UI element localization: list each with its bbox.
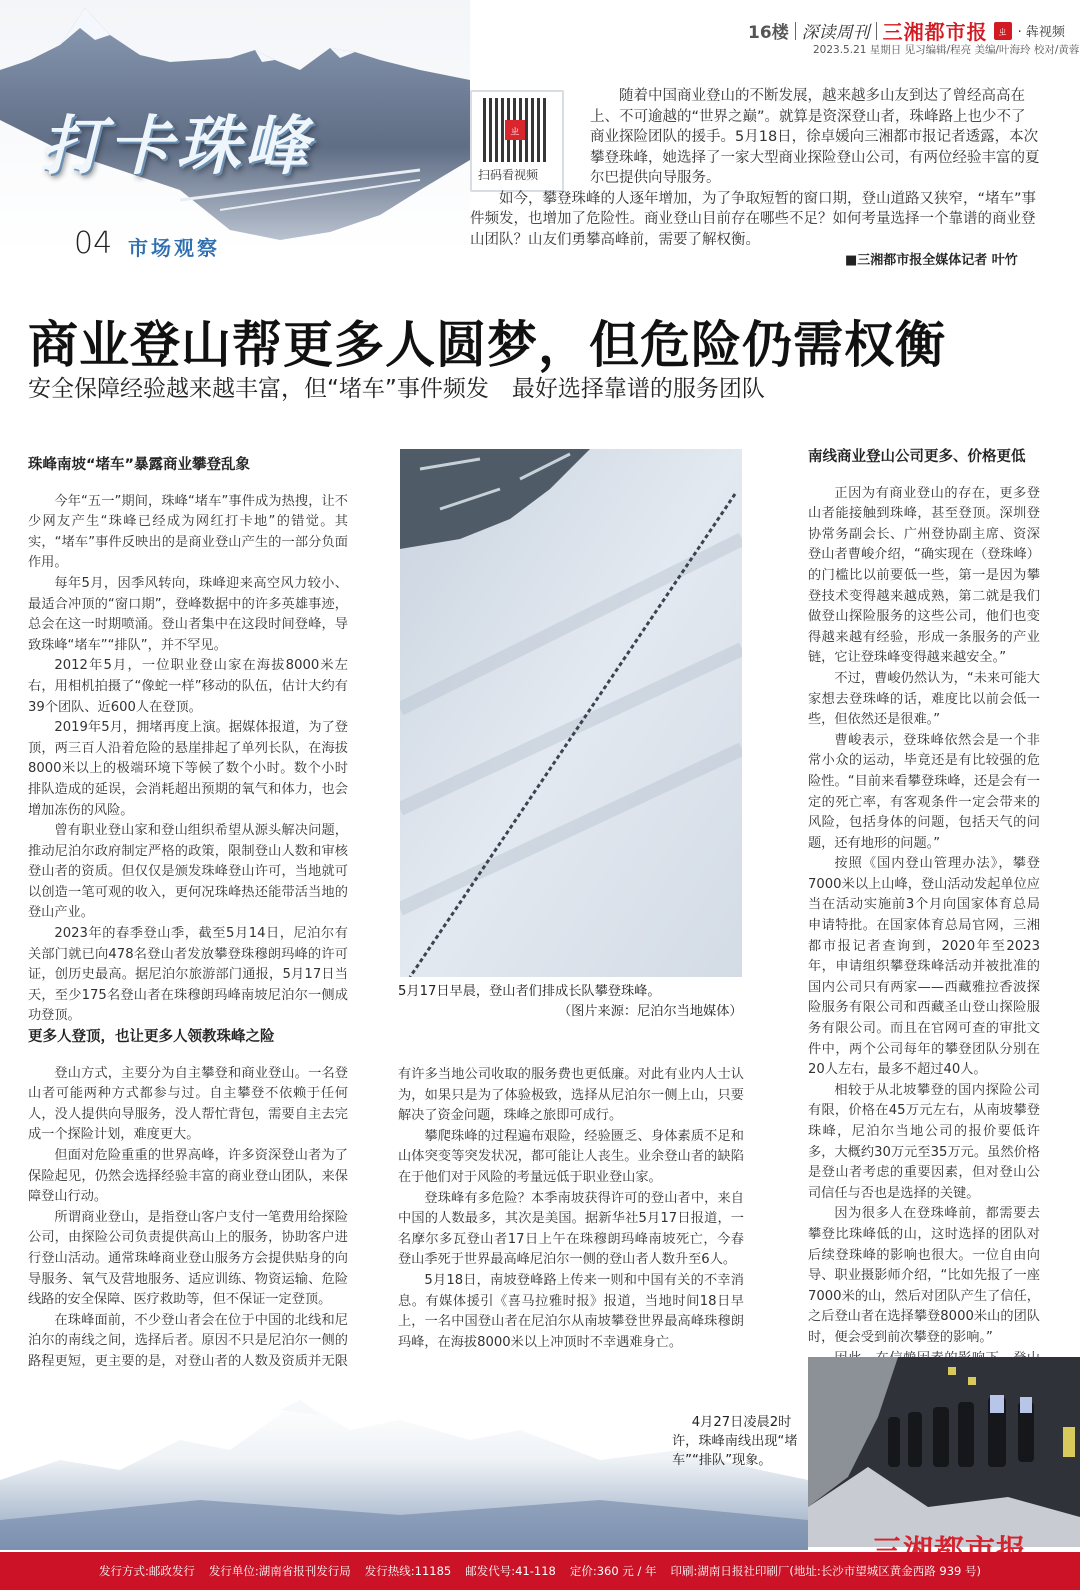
article-section-3 [808,447,1040,1390]
footer-item: 邮发代号:41-118 [465,1564,556,1578]
section-number: 04 [74,226,113,261]
paragraph: 2019年5月，拥堵再度上演。据媒体报道，为了登顶，两三百人沿着危险的悬崖排起了单列长队，在海拔8000米以上的极端环境下等候了数个小时。数个小时排队造成的延误，会消耗超出预期的氧气和体力，也会增加冻伤的风险。 [28,720,348,818]
paragraph: 曾有职业登山家和登山组织希望从源头解决问题，推动尼泊尔政府制定严格的政策，限制登山人数和审核登山者的资质。但仅仅是颁发珠峰登山许可，当地就可以创造一笔可观的收入，更何况珠峰热还能带活当地的登山产业。 [28,823,348,921]
paragraph: 2023年的春季登山季，截至5月14日，尼泊尔有关部门就已向478名登山者发放攀登珠穆朗玛峰的许可证，创历史最高。据尼泊尔旅游部门通报，5月17日当天，至少175名登山者在珠穆朗玛峰南坡尼泊尔一侧成功登顶。 [28,926,348,1024]
intro-paragraph: 随着中国商业登山的不断发展，越来越多山友到达了曾经高高在上、不可逾越的“世界之巅”。就算是资深登山者，珠峰路上也少不了商业探险团队的援手。5月18日，徐卓媛向三湘都市报记者透露，本次攀登珠峰，她选择了一家大型商业探险登山公司，有两位经验丰富的夏尔巴提供向导服务。 [590,88,1040,186]
video-app-label: · 犇视频 [1017,25,1065,40]
paragraph: 登山方式，主要分为自主攀登和商业登山。一名登山者可能两种方式都参与过。自主攀登不依赖于任何人，没人提供向导服务，没人帮忙背包，需要自主去完成一个探险计划，难度更大。 [28,1065,348,1143]
section-heading: 南线商业登山公司更多、价格更低 [808,449,1026,465]
issue-meta: 2023.5.21 星期日 见习编辑/程亮 美编/叶海玲 校对/黄蓉 [813,44,1080,56]
night-queue-photo [808,1357,1080,1547]
headline: 商业登山帮更多人圆梦，但危险仍需权衡 [28,316,946,374]
feature-title: 打卡珠峰 [40,110,312,184]
byline: ■三湘都市报全媒体记者 叶竹 [845,253,1018,268]
intro-paragraph: 如今，攀登珠峰的人逐年增加，为了争取短暂的窗口期，登山道路又狭窄，“堵车”事件频发，也增加了危险性。商业登山目前存在哪些不足？如何考量选择一个靠谱的商业登山团队？山友们勇攀高峰前，需要了解权衡。 [470,190,1037,248]
article-section-2-continued [398,1065,744,1353]
intro-lead [470,86,1040,250]
video-app-icon: ㄓ [994,22,1012,40]
section-heading: 珠峰南坡“堵车”暴露商业攀登乱象 [28,457,251,473]
paragraph: 正因为有商业登山的存在，更多登山者能接触到珠峰，甚至登顶。深圳登协常务副会长、广州登协副主席、资深登山者曹峻介绍，“确实现在（登珠峰）的门槛比以前要低一些，第一是因为攀登技术变得越来越成熟，第二就是我们做登山探险服务的这些公司，他们也变得越来越有经验，形成一条服务的产业链，它让登珠峰变得越来越安全。” [808,485,1040,666]
main-photo-caption: 5月17日早晨，登山者们排成长队攀登珠峰。 [398,984,661,999]
main-photo-source: （图片来源：尼泊尔当地媒体） [558,1004,743,1019]
paragraph: 不过，曹峻仍然认为，“未来可能大家想去登珠峰的话，难度比以前会低一些，但依然还是很难。” [808,670,1040,728]
section-heading: 更多人登顶，也让更多人领教珠峰之险 [28,1029,275,1045]
paragraph: 攀爬珠峰的过程遍布艰险，经验匮乏、身体素质不足和山体突变等突发状况，都可能让人丧生。业余登山者的缺陷在于他们对于风险的考量远低于职业登山家。 [398,1128,744,1185]
article-section-2 [28,1027,348,1393]
bottom-photo-caption: 4月27日凌晨2时许，珠峰南线出现“堵车”“排队”现象。 [672,1415,798,1468]
paragraph: 登珠峰有多危险？本季南坡获得许可的登山者中，来自中国的人数最多，其次是美国。据新华社5月17日报道，一名摩尔多瓦登山者17日上午在珠穆朗玛峰南坡死亡，今春登山季死于世界最高峰尼泊尔一侧的登山者人数升至6人。 [398,1190,744,1268]
paragraph: 相较于从北坡攀登的国内探险公司有限，价格在45万元左右，从南坡攀登珠峰，尼泊尔当地公司的报价要低许多，大概约30万元至35万元。虽然价格是登山者考虑的重要因素，但对登山公司信任与否也是选择的关键。 [808,1082,1040,1201]
footer-item: 发行单位:湖南省报刊发行局 [208,1564,351,1578]
paragraph: 今年“五一”期间，珠峰“堵车”事件成为热搜，让不少网友产生“珠峰已经成为网红打卡地”的错觉。其实，“堵车”事件反映出的是商业登山产生的一部分负面作用。 [28,493,348,571]
subheadline: 安全保障经验越来越丰富，但“堵车”事件频发 最好选择靠谱的服务团队 [28,376,765,402]
qr-logo-icon: ㄓ [505,120,525,140]
article-section-1 [28,455,348,1027]
footer-item: 印刷:湖南日报社印刷厂(地址:长沙市望城区黄金西路 939 号) [670,1564,981,1578]
paragraph: 曹峻表示，登珠峰依然会是一个非常小众的运动，毕竟还是有比较强的危险性。“目前来看攀登珠峰，还是会有一定的死亡率，有客观条件一定会带来的风险，包括身体的问题，包括天气的问题，还有地形的问题。” [808,732,1040,851]
footer-item: 定价:360 元 / 年 [569,1564,657,1578]
paragraph: 在珠峰面前，不少登山者会在位于中国的北线和尼泊尔的南线之间，选择后者。原因不只是尼泊尔一侧的路程更短，更主要的是，对登山者的人数及资质并无限 [28,1312,348,1369]
footer-item: 发行热线:11185 [364,1564,452,1578]
paragraph: 所谓商业登山，是指登山客户支付一笔费用给探险公司，由探险公司负责提供高山上的服务，协助客户进行登山活动。通常珠峰商业登山服务方会提供贴身的向导服务、氧气及营地服务、适应训练、物资运输、危险线路的安全保障、医疗救助等，但不保证一定登顶。 [28,1209,348,1308]
climbers-queue-photo [400,449,742,977]
page-header [748,16,1065,45]
section-name: 市场观察 [128,236,220,260]
header-divider [876,22,877,40]
footer-bar [0,1552,1080,1590]
paragraph: 5月18日，南坡登峰路上传来一则和中国有关的不幸消息。有媒体援引《喜马拉雅时报》报道，当地时间18日早上，一名中国登山者在尼泊尔从南坡攀登世界最高峰珠穆朗玛峰，在海拔8000米以上冲顶时不幸遇难身亡。 [398,1272,744,1350]
paragraph: 按照《国内登山管理办法》，攀登7000米以上山峰，登山活动发起单位应当在活动实施前3个月向国家体育总局申请特批。在国家体育总局官网，三湘都市报记者查询到，2020年至2023年，申请组织攀登珠峰活动并被批准的国内公司只有两家——西藏雅拉香波探险服务有限公司和西藏圣山登山探险服务有限公司。而且在官网可查的审批文件中，两个公司每年的攀登团队分别在20人左右，最多不超过40人。 [808,856,1040,1078]
header-divider [795,22,796,40]
paragraph: 每年5月，因季风转向，珠峰迎来高空风力较小、最适合冲顶的“窗口期”，登峰数据中的许多英雄事迹，总会在这一时期喷涌。登山者集中在这段时间登峰，导致珠峰“堵车”“排队”，并不罕见。 [28,575,348,653]
paper-logo: 三湘都市报 [882,20,988,44]
paragraph: 有许多当地公司收取的服务费也更低廉。对此有业内人士认为，如果只是为了体验极致，选择从尼泊尔一侧上山，只要解决了资金问题，珠峰之旅即可成行。 [398,1067,744,1124]
floor-label: 16楼 [748,23,789,43]
weekly-label: 深读周刊 [801,23,870,43]
paragraph: 因为很多人在登珠峰前，都需要去攀登比珠峰低的山，这时选择的团队对后续登珠峰的影响也很大。一位自由向导、职业摄影师介绍，“比如先报了一座7000米的山，然后对团队产生了信任，之后登山者在选择攀登8000米山的团队时，便会受到前次攀登的影响。” [808,1206,1040,1345]
qr-caption: 扫码看视频 [478,168,539,182]
paragraph: 但面对危险重重的世界高峰，许多资深登山者为了保险起见，仍然会选择经验丰富的商业登山团队，来保障登山行动。 [28,1147,348,1205]
footer-item: 发行方式:邮政发行 [99,1564,195,1578]
paragraph: 2012年5月，一位职业登山家在海拔8000米左右，用相机拍摄了“像蛇一样”移动的队伍，估计大约有39个团队、近600人在登顶。 [28,658,348,715]
